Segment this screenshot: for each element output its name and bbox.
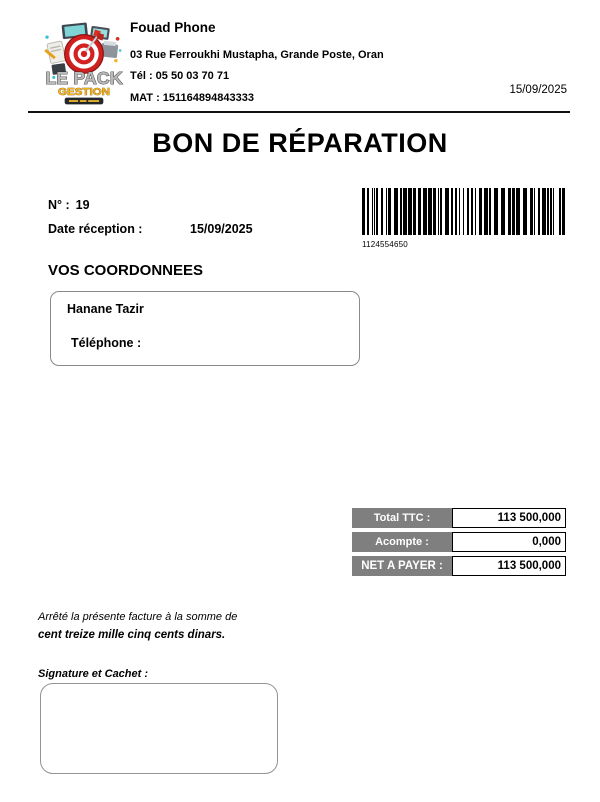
- order-number-label: N° :: [48, 198, 70, 212]
- company-phone: Tél : 05 50 03 70 71: [130, 70, 230, 82]
- customer-phone-label: Téléphone :: [71, 336, 142, 350]
- logo-subtitle: GESTION: [57, 86, 111, 99]
- customer-box: [50, 291, 360, 366]
- amount-in-words-intro: Arrêté la présente facture à la somme de: [38, 611, 238, 623]
- signature-label: Signature et Cachet :: [38, 668, 149, 680]
- customer-section-title: VOS COORDONNEES: [48, 262, 204, 279]
- amount-in-words: cent treize mille cinq cents dinars.: [38, 629, 226, 641]
- total-ttc-value: 113 500,000: [452, 508, 566, 528]
- customer-name: Hanane Tazir: [67, 302, 144, 316]
- document-date: 15/09/2025: [509, 84, 567, 96]
- logo-title: LE PACK: [45, 68, 123, 89]
- totals-row-net-a-payer: [352, 556, 566, 576]
- net-a-payer-value: 113 500,000: [452, 556, 566, 576]
- header-divider: [28, 111, 570, 113]
- company-logo: [42, 20, 126, 113]
- company-name: Fouad Phone: [130, 20, 216, 35]
- company-address: 03 Rue Ferroukhi Mustapha, Grande Poste, Oran: [130, 49, 384, 61]
- company-mat-number: MAT : 151164894843333: [130, 92, 254, 104]
- totals-row-total-ttc: [352, 508, 566, 528]
- page-title: BON DE RÉPARATION: [152, 128, 448, 158]
- totals-table: [352, 508, 566, 580]
- reception-date-value: 15/09/2025: [190, 222, 253, 236]
- signature-box: [40, 683, 278, 774]
- order-number-value: 19: [75, 198, 90, 212]
- totals-row-acompte: [352, 532, 566, 552]
- acompte-label: Acompte :: [352, 532, 452, 552]
- reception-date-label: Date réception :: [48, 222, 143, 236]
- barcode: [362, 188, 565, 249]
- le-pack-logo-icon: [42, 20, 126, 108]
- order-number-row: [48, 198, 90, 212]
- total-ttc-label: Total TTC :: [352, 508, 452, 528]
- barcode-icon: [362, 188, 565, 235]
- customer-phone-row: [71, 336, 141, 350]
- acompte-value: 0,000: [452, 532, 566, 552]
- net-a-payer-label: NET A PAYER :: [352, 556, 452, 576]
- barcode-number: 1124554650: [362, 240, 408, 249]
